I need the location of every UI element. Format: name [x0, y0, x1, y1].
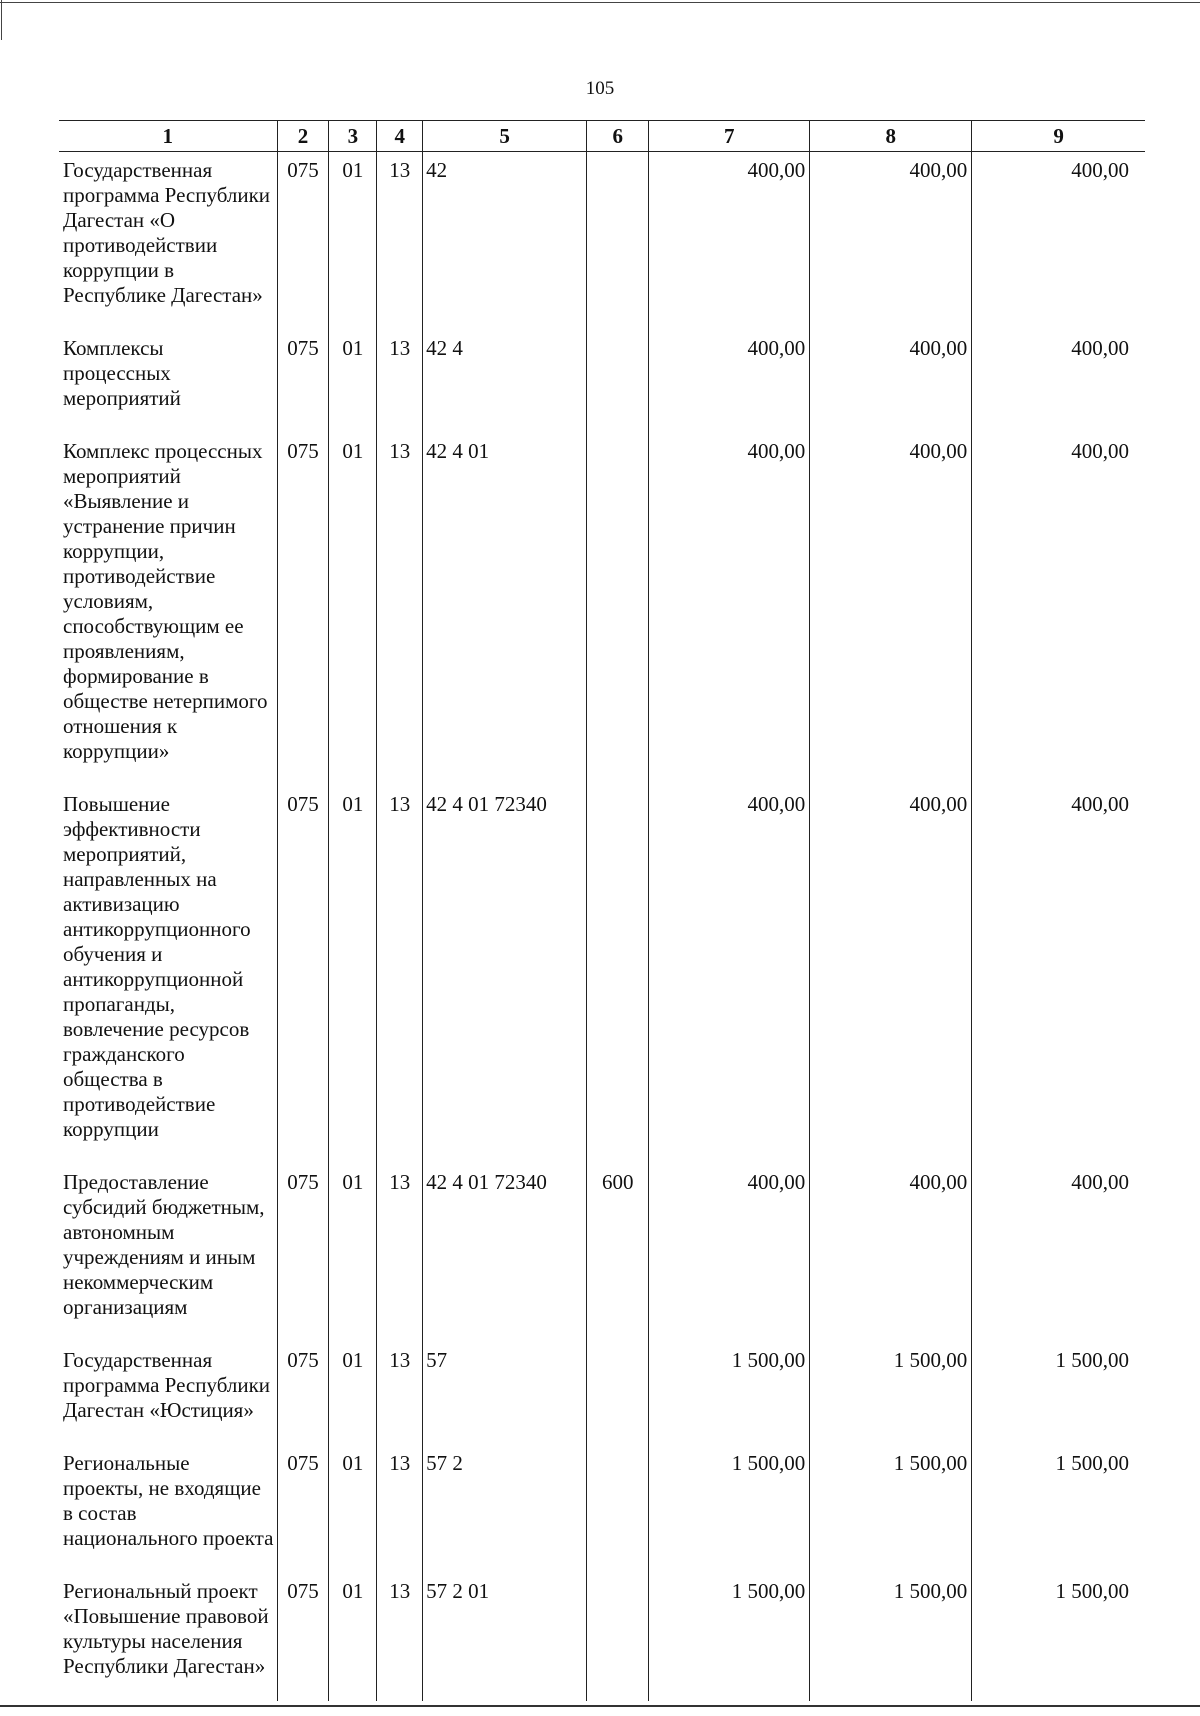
row-name-cell: Комплексы процессных мероприятий — [59, 330, 277, 433]
budget-table — [59, 120, 1145, 1701]
col2-cell: 075 — [277, 152, 329, 331]
table-row — [59, 1445, 1145, 1573]
col7-cell: 400,00 — [649, 330, 810, 433]
col9-cell: 1 500,00 — [972, 1342, 1145, 1445]
col2-cell: 075 — [277, 433, 329, 786]
col9-cell: 400,00 — [972, 330, 1145, 433]
header-col-9: 9 — [972, 121, 1145, 152]
col4-cell: 13 — [377, 1445, 423, 1573]
row-name-cell: Региональные проекты, не входящие в состав национального проекта — [59, 1445, 277, 1573]
page-edge-bottom — [0, 1705, 1200, 1707]
col4-cell: 13 — [377, 786, 423, 1164]
col6-cell — [587, 1342, 649, 1445]
col6-cell — [587, 786, 649, 1164]
header-col-1: 1 — [59, 121, 277, 152]
col5-cell: 57 2 — [423, 1445, 587, 1573]
col6-cell — [587, 1445, 649, 1573]
col7-cell: 400,00 — [649, 786, 810, 1164]
col3-cell: 01 — [329, 1573, 377, 1701]
col9-cell: 400,00 — [972, 433, 1145, 786]
col7-cell: 1 500,00 — [649, 1445, 810, 1573]
col3-cell: 01 — [329, 433, 377, 786]
header-col-3: 3 — [329, 121, 377, 152]
page-number: 105 — [585, 78, 615, 99]
col8-cell: 1 500,00 — [810, 1445, 972, 1573]
col7-cell: 1 500,00 — [649, 1573, 810, 1701]
header-col-2: 2 — [277, 121, 329, 152]
col8-cell: 400,00 — [810, 152, 972, 331]
col5-cell: 57 2 01 — [423, 1573, 587, 1701]
col5-cell: 42 4 01 72340 — [423, 1164, 587, 1342]
col3-cell: 01 — [329, 1445, 377, 1573]
col4-cell: 13 — [377, 152, 423, 331]
row-name-cell: Государственная программа Республики Дагестан «О противодействии коррупции в Республике Дагестан» — [59, 152, 277, 331]
table-row — [59, 1573, 1145, 1701]
col6-cell: 600 — [587, 1164, 649, 1342]
col8-cell: 1 500,00 — [810, 1573, 972, 1701]
row-name-cell: Комплекс процессных мероприятий «Выявление и устранение причин коррупции, противодействие условиям, способствующим ее проявлениям, формирование в обществе нетерпимого отношения к коррупции» — [59, 433, 277, 786]
table-row — [59, 1164, 1145, 1342]
col5-cell: 42 4 — [423, 330, 587, 433]
table-row — [59, 433, 1145, 786]
col9-cell: 400,00 — [972, 152, 1145, 331]
row-name-cell: Государственная программа Республики Дагестан «Юстиция» — [59, 1342, 277, 1445]
col3-cell: 01 — [329, 1342, 377, 1445]
col8-cell: 1 500,00 — [810, 1342, 972, 1445]
table-header — [59, 121, 1145, 152]
col9-cell: 400,00 — [972, 1164, 1145, 1342]
table-body — [59, 152, 1145, 1702]
col7-cell: 400,00 — [649, 433, 810, 786]
col8-cell: 400,00 — [810, 786, 972, 1164]
table-row — [59, 786, 1145, 1164]
col7-cell: 1 500,00 — [649, 1342, 810, 1445]
col2-cell: 075 — [277, 1342, 329, 1445]
col7-cell: 400,00 — [649, 1164, 810, 1342]
col4-cell: 13 — [377, 1573, 423, 1701]
page-edge-top — [0, 2, 1200, 3]
col6-cell — [587, 152, 649, 331]
col8-cell: 400,00 — [810, 330, 972, 433]
col5-cell: 42 — [423, 152, 587, 331]
col8-cell: 400,00 — [810, 433, 972, 786]
col7-cell: 400,00 — [649, 152, 810, 331]
page-edge-left — [1, 0, 2, 40]
header-col-8: 8 — [810, 121, 972, 152]
col3-cell: 01 — [329, 786, 377, 1164]
col2-cell: 075 — [277, 1573, 329, 1701]
table-row — [59, 152, 1145, 331]
col5-cell: 42 4 01 72340 — [423, 786, 587, 1164]
header-col-6: 6 — [587, 121, 649, 152]
col4-cell: 13 — [377, 1342, 423, 1445]
row-name-cell: Региональный проект «Повышение правовой культуры населения Республики Дагестан» — [59, 1573, 277, 1701]
col6-cell — [587, 330, 649, 433]
header-col-5: 5 — [423, 121, 587, 152]
col2-cell: 075 — [277, 786, 329, 1164]
col5-cell: 57 — [423, 1342, 587, 1445]
col4-cell: 13 — [377, 330, 423, 433]
col2-cell: 075 — [277, 1445, 329, 1573]
col2-cell: 075 — [277, 1164, 329, 1342]
col5-cell: 42 4 01 — [423, 433, 587, 786]
header-row — [59, 121, 1145, 152]
col6-cell — [587, 433, 649, 786]
table-row — [59, 330, 1145, 433]
col9-cell: 1 500,00 — [972, 1445, 1145, 1573]
table-row — [59, 1342, 1145, 1445]
col9-cell: 1 500,00 — [972, 1573, 1145, 1701]
col3-cell: 01 — [329, 1164, 377, 1342]
col9-cell: 400,00 — [972, 786, 1145, 1164]
col8-cell: 400,00 — [810, 1164, 972, 1342]
col4-cell: 13 — [377, 1164, 423, 1342]
col4-cell: 13 — [377, 433, 423, 786]
row-name-cell: Повышение эффективности мероприятий, направленных на активизацию антикоррупционного обучения и антикоррупционной пропаганды, вовлечение ресурсов гражданского общества в противодействие коррупции — [59, 786, 277, 1164]
col6-cell — [587, 1573, 649, 1701]
header-col-4: 4 — [377, 121, 423, 152]
row-name-cell: Предоставление субсидий бюджетным, автономным учреждениям и иным некоммерческим организациям — [59, 1164, 277, 1342]
col3-cell: 01 — [329, 152, 377, 331]
col3-cell: 01 — [329, 330, 377, 433]
header-col-7: 7 — [649, 121, 810, 152]
col2-cell: 075 — [277, 330, 329, 433]
